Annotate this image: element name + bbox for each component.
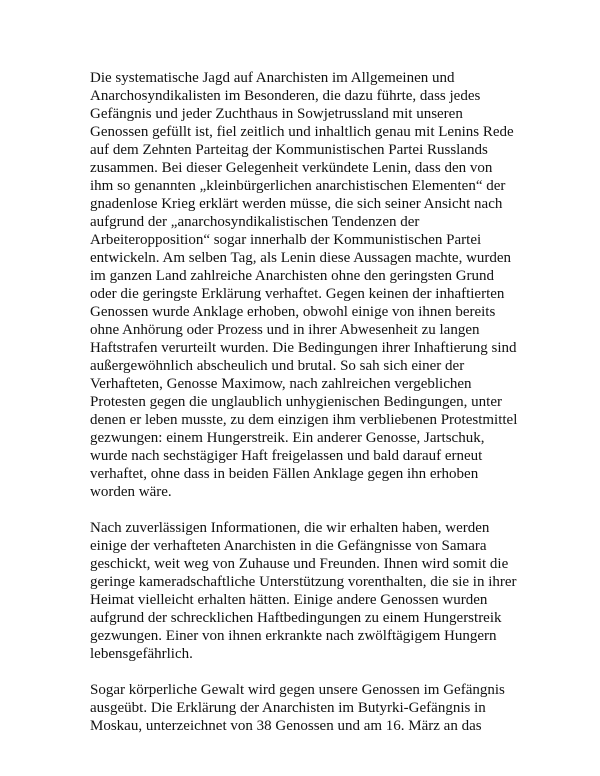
paragraph — [90, 519, 520, 663]
text-line: Gefängnis und jeder Zuchthaus in Sowjetrussland mit unseren — [90, 106, 463, 122]
text-line: Haftstrafen verurteilt wurden. Die Bedingungen ihrer Inhaftierung sind — [90, 340, 517, 356]
text-line: Die systematische Jagd auf Anarchisten im Allgemeinen und — [90, 70, 455, 86]
text-line: Anarchosyndikalisten im Besonderen, die dazu führte, dass jedes — [90, 88, 481, 104]
text-line: Genossen gefüllt ist, fiel zeitlich und inhaltlich genau mit Lenins Rede — [90, 124, 514, 140]
text-line: Protesten gegen die unglaublich unhygienischen Bedingungen, unter — [90, 394, 502, 410]
text-line: worden wäre. — [90, 484, 172, 500]
text-line: außergewöhnlich abscheulich und brutal. So sah sich einer der — [90, 358, 465, 374]
text-line: verhaftet, ohne dass in beiden Fällen Anklage gegen ihn erhoben — [90, 466, 479, 482]
text-line: Heimat vielleicht erhalten hätten. Einige andere Genossen wurden — [90, 592, 488, 608]
text-line: Moskau, unterzeichnet von 38 Genossen und am 16. März an das — [90, 718, 482, 734]
text-line: aufgrund der schrecklichen Haftbedingungen zu einem Hungerstreik — [90, 610, 502, 626]
text-line: entwickeln. Am selben Tag, als Lenin diese Aussagen machte, wurden — [90, 250, 512, 266]
text-line: im ganzen Land zahlreiche Anarchisten ohne den geringsten Grund — [90, 268, 495, 284]
text-line: Sogar körperliche Gewalt wird gegen unsere Genossen im Gefängnis — [90, 682, 505, 698]
text-line: wurde nach sechstägiger Haft freigelassen und bald darauf erneut — [90, 448, 483, 464]
text-line: lebensgefährlich. — [90, 646, 193, 662]
text-line: auf dem Zehnten Parteitag der Kommunistischen Partei Russlands — [90, 142, 488, 158]
text-line: zusammen. Bei dieser Gelegenheit verkündete Lenin, dass den von — [90, 160, 493, 176]
text-line: oder die geringste Erklärung verhaftet. Gegen keinen der inhaftierten — [90, 286, 505, 302]
text-line: geschickt, weit weg von Zuhause und Freunden. Ihnen wird somit die — [90, 556, 509, 572]
text-line: ihm so genannten „kleinbürgerlichen anarchistischen Elementen“ der — [90, 178, 506, 194]
text-line: gnadenlose Krieg erklärt werden müsse, die sich seiner Ansicht nach — [90, 196, 503, 212]
text-line: geringe kameradschaftliche Unterstützung vorenthalten, die sie in ihrer — [90, 574, 517, 590]
text-line: ohne Anhörung oder Prozess und in ihrer Abwesenheit zu langen — [90, 322, 480, 338]
text-line: gezwungen. Einer von ihnen erkrankte nach zwölftägigem Hungern — [90, 628, 497, 644]
text-line: gezwungen: einem Hungerstreik. Ein anderer Genosse, Jartschuk, — [90, 430, 485, 446]
paragraph — [90, 681, 520, 735]
text-line: ausgeübt. Die Erklärung der Anarchisten im Butyrki-Gefängnis in — [90, 700, 486, 716]
body-text — [90, 69, 520, 753]
text-line: Nach zuverlässigen Informationen, die wir erhalten haben, werden — [90, 520, 490, 536]
text-line: aufgrund der „anarchosyndikalistischen Tendenzen der — [90, 214, 420, 230]
text-line: Verhafteten, Genosse Maximow, nach zahlreichen vergeblichen — [90, 376, 472, 392]
text-line: denen er leben musste, zu dem einzigen ihm verbliebenen Protestmittel — [90, 412, 518, 428]
text-line: einige der verhafteten Anarchisten in die Gefängnisse von Samara — [90, 538, 487, 554]
text-line: Arbeiteropposition“ sogar innerhalb der Kommunistischen Partei — [90, 232, 482, 248]
paragraph — [90, 69, 520, 501]
text-line: Genossen wurde Anklage erhoben, obwohl einige von ihnen bereits — [90, 304, 496, 320]
